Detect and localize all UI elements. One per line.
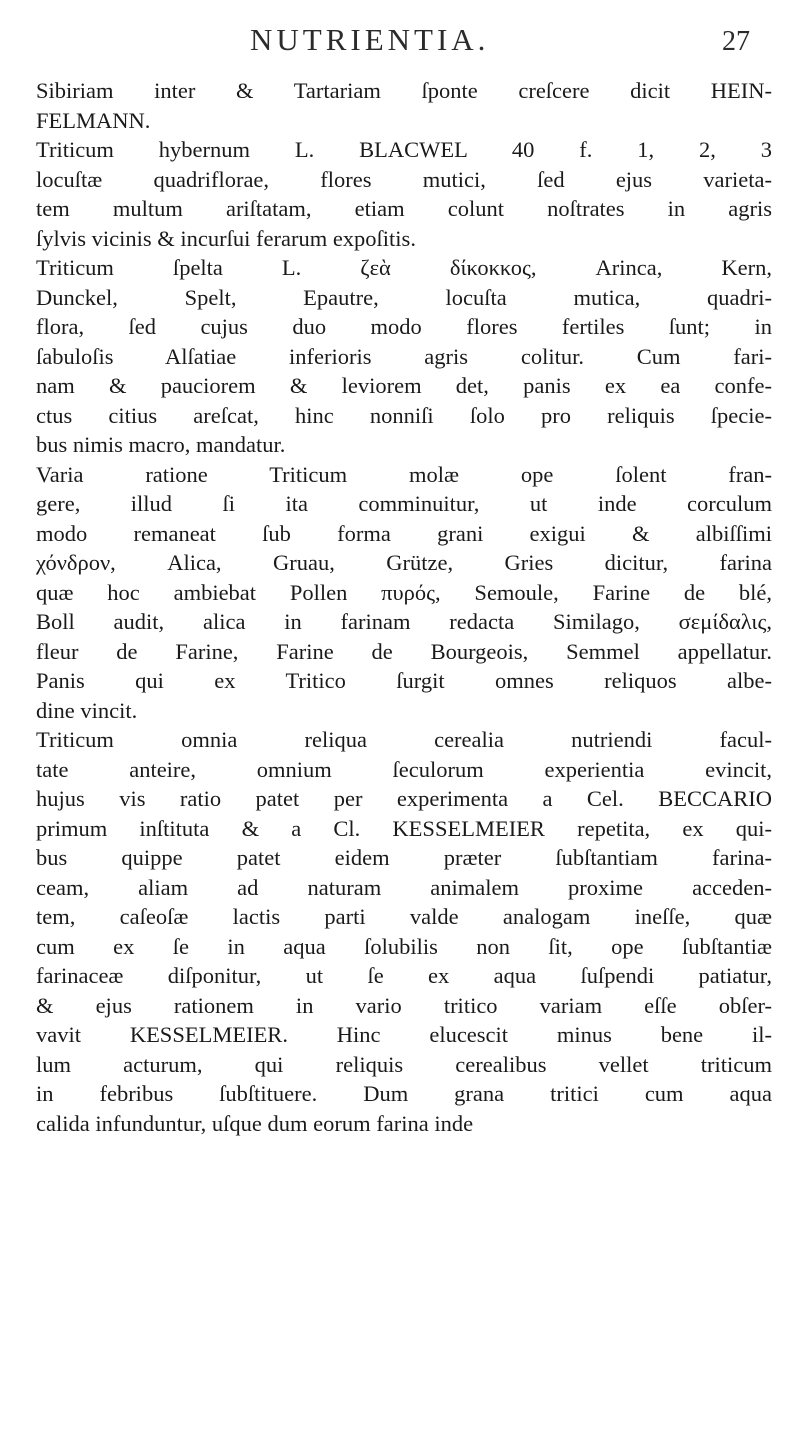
text-line: calida infunduntur, uſque dum eorum farina inde (36, 1110, 474, 1136)
text-line: FELMANN. (36, 107, 151, 133)
text-line: modo remaneat ſub forma grani exigui & albiſſimi (36, 520, 772, 546)
text-line: fleur de Farine, Farine de Bourgeois, Semmel appellatur. (36, 638, 772, 664)
text-line: Dunckel, Spelt, Epautre, locuſta mutica, quadri- (36, 284, 772, 310)
text-line: in febribus ſubſtituere. Dum grana tritici cum aqua (36, 1081, 772, 1106)
text-line: nam & pauciorem & leviorem det, panis ex ea confe- (36, 373, 772, 398)
body-text (36, 76, 772, 1138)
text-line: χόνδρον, Alica, Gruau, Grütze, Gries dicitur, farina (36, 550, 772, 575)
running-head: NUTRIENTIA. (250, 22, 490, 57)
text-line: Triticum hybernum L. BLACWEL 40 f. 1, 2, 3 (36, 137, 772, 162)
text-line: Sibiriam inter & Tartariam ſponte creſcere dicit HEIN- (36, 78, 772, 103)
text-line: primum inſtituta & a Cl. KESSELMEIER repetita, ex qui- (36, 815, 772, 841)
page-header (0, 18, 800, 66)
text-line: flora, ſed cujus duo modo flores fertiles ſunt; in (36, 314, 772, 339)
text-line: Boll audit, alica in farinam redacta Similago, σεμίδαλις, (36, 609, 772, 634)
text-line: ceam, aliam ad naturam animalem proxime acceden- (36, 874, 772, 900)
text-line: quæ hoc ambiebat Pollen πυρός, Semoule, Farine de blé, (36, 579, 772, 605)
text-line: lum acturum, qui reliquis cerealibus vellet triticum (36, 1051, 772, 1077)
text-line: cum ex ſe in aqua ſolubilis non ſit, ope ſubſtantiæ (36, 933, 772, 959)
text-line: ctus citius areſcat, hinc nonniſi ſolo pro reliquis ſpecie- (36, 402, 772, 428)
page-number: 27 (722, 26, 750, 57)
text-line: vavit KESSELMEIER. Hinc elucescit minus bene il- (36, 1022, 772, 1047)
text-line: tate anteire, omnium ſeculorum experientia evincit, (36, 756, 772, 782)
text-line: farinaceæ diſponitur, ut ſe ex aqua ſuſpendi patiatur, (36, 963, 772, 988)
text-line: Triticum omnia reliqua cerealia nutriendi facul- (36, 727, 772, 752)
text-line: bus nimis macro, mandatur. (36, 432, 286, 457)
text-line: hujus vis ratio patet per experimenta a Cel. BECCARIO (36, 786, 772, 811)
text-line: & ejus rationem in vario tritico variam eſſe obſer- (36, 992, 772, 1018)
text-line: Triticum ſpelta L. ζεὰ δίκοκκος, Arinca, Kern, (36, 255, 772, 280)
text-line: tem multum ariſtatam, etiam colunt noſtrates in agris (36, 196, 772, 221)
text-line: ſylvis vicinis & incurſui ferarum expoſitis. (36, 225, 416, 251)
text-line: tem, caſeoſæ lactis parti valde analogam ineſſe, quæ (36, 904, 772, 929)
text-line: locuſtæ quadriflorae, flores mutici, ſed ejus varieta- (36, 166, 772, 192)
text-line: ſabuloſis Alſatiae inferioris agris colitur. Cum fari- (36, 343, 772, 369)
text-line: Panis qui ex Tritico ſurgit omnes reliquos albe- (36, 668, 772, 693)
text-line: Varia ratione Triticum molæ ope ſolent fran- (36, 461, 772, 487)
text-line: bus quippe patet eidem præter ſubſtantiam farina- (36, 845, 772, 870)
text-line: gere, illud ſi ita comminuitur, ut inde corculum (36, 491, 772, 516)
text-line: dine vincit. (36, 697, 138, 723)
